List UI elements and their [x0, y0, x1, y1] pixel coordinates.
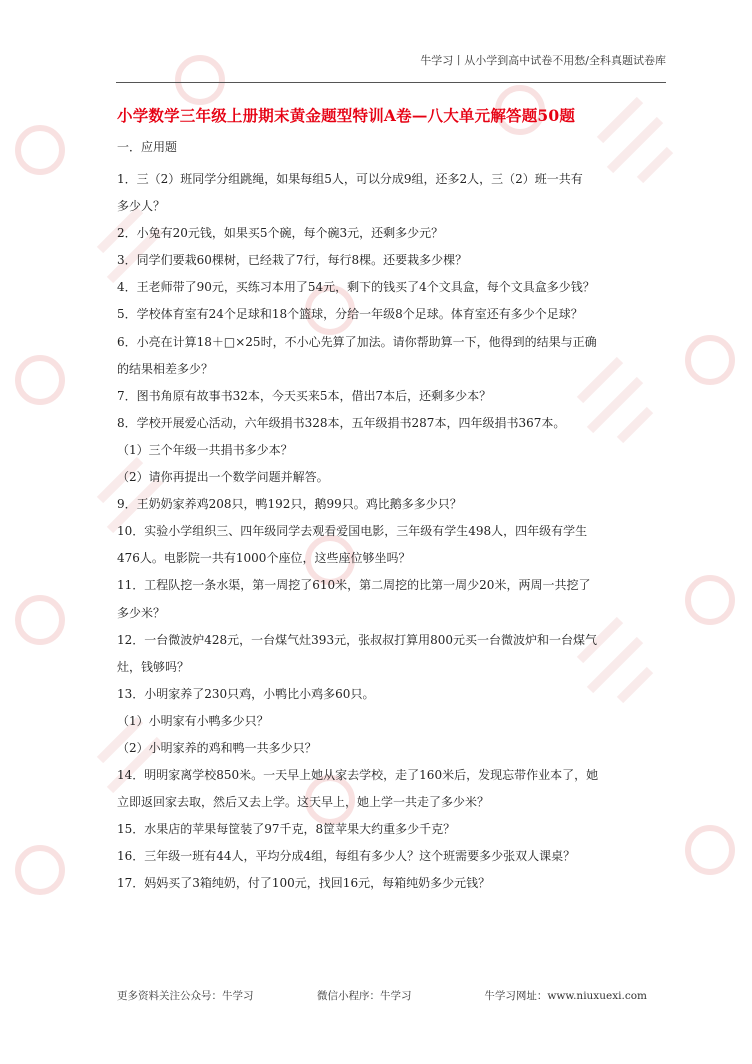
question-line: 476人。电影院一共有1000个座位，这些座位够坐吗？: [117, 551, 411, 566]
question-line: （2）请你再提出一个数学问题并解答。: [117, 470, 329, 485]
question-line: 13．小明家养了230只鸡，小鸭比小鸡多60只。: [117, 686, 375, 701]
question-line: 8．学校开展爱心活动，六年级捐书328本，五年级捐书287本，四年级捐书367本。: [117, 415, 566, 430]
question-line: （1）小明家有小鸭多少只？: [117, 713, 269, 728]
question-line: 14．明明家离学校850米。一天早上她从家去学校，走了160米后，发现忘带作业本了，她: [117, 768, 599, 783]
document-title: 小学数学三年级上册期末黄金题型特训A卷—八大单元解答题50题: [117, 106, 576, 125]
question-line: 7．图书角原有故事书32本，今天买来5本，借出7本后，还剩多少本？: [117, 388, 492, 403]
question-line: 11．工程队挖一条水渠，第一周挖了610米，第二周挖的比第一周少20米，两周一共挖了: [117, 578, 591, 593]
question-line: 3．同学们要栽60棵树，已经栽了7行，每行8棵。还要栽多少棵？: [117, 253, 468, 268]
section-heading: 一．应用题: [117, 140, 178, 154]
question-line: 6．小亮在计算18＋□×25时，不小心先算了加法。请你帮助算一下，他得到的结果与正确: [117, 334, 597, 349]
footer-wechat-account: 更多资料关注公众号：牛学习: [117, 990, 254, 1002]
question-line: 12．一台微波炉428元，一台煤气灶393元，张叔叔打算用800元买一台微波炉和一台煤气: [117, 632, 597, 647]
page-header: 牛学习丨从小学到高中试卷不用愁/全科真题试卷库: [420, 54, 666, 67]
question-line: 立即返回家去取，然后又去上学。这天早上，她上学一共走了多少米？: [117, 795, 490, 810]
question-line: 2．小兔有20元钱，如果买5个碗，每个碗3元，还剩多少元？: [117, 226, 444, 241]
question-line: 4．王老师带了90元，买练习本用了54元，剩下的钱买了4个文具盒，每个文具盒多少钱？: [117, 280, 595, 295]
footer-website-link[interactable]: 牛学习网址：www.niuxuexi.com: [484, 990, 647, 1002]
question-line: 17．妈妈买了3箱纯奶，付了100元，找回16元，每箱纯奶多少元钱？: [117, 876, 491, 891]
question-line: 5．学校体育室有24个足球和18个篮球，分给一年级8个足球。体育室还有多少个足球？: [117, 307, 583, 322]
question-line: 灶，钱够吗？: [117, 659, 190, 674]
question-line: 16．三年级一班有44人，平均分成4组，每组有多少人？这个班需要多少张双人课桌？: [117, 849, 576, 864]
header-divider: [116, 82, 666, 83]
question-line: 多少人？: [117, 199, 166, 214]
question-line: 多少米？: [117, 605, 166, 620]
question-list: [117, 166, 647, 898]
question-line: 的结果相差多少？: [117, 361, 214, 376]
question-line: 15．水果店的苹果每筐装了97千克，8筐苹果大约重多少千克？: [117, 822, 456, 837]
question-line: 9．王奶奶家养鸡208只，鸭192只，鹅99只。鸡比鹅多多少只？: [117, 497, 462, 512]
question-line: 1．三（2）班同学分组跳绳，如果每组5人，可以分成9组，还多2人，三（2）班一共有: [117, 172, 583, 186]
footer-mini-program: 微信小程序：牛学习: [317, 990, 412, 1002]
question-line: （1）三个年级一共捐书多少本？: [117, 442, 293, 457]
question-line: 10．实验小学组织三、四年级同学去观看爱国电影，三年级有学生498人，四年级有学生: [117, 524, 588, 539]
question-line: （2）小明家养的鸡和鸭一共多少只？: [117, 740, 317, 755]
